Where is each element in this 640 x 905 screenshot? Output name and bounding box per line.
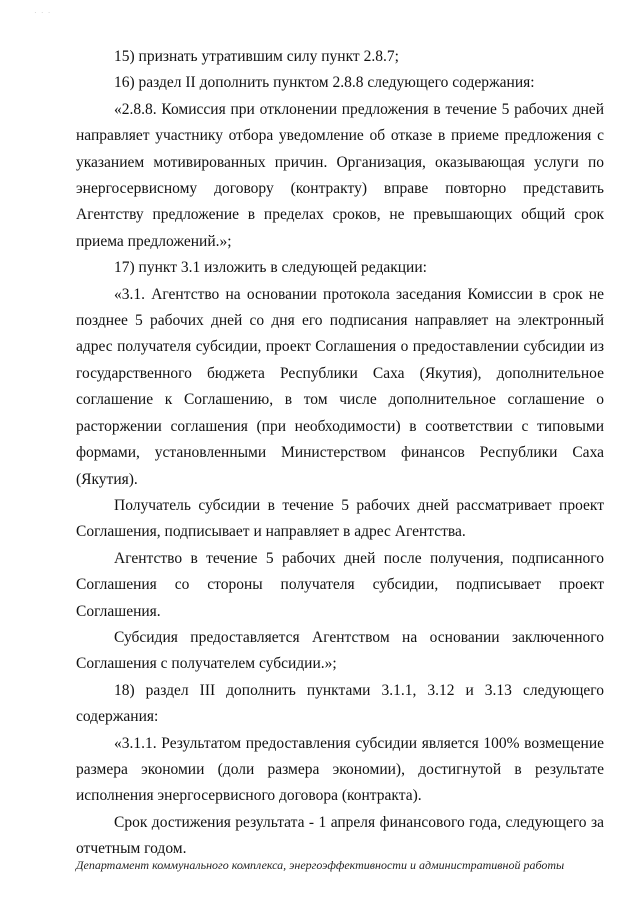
document-body [76,44,604,863]
paragraph-item-17: 17) пункт 3.1 изложить в следующей редакции: [114,259,427,277]
scan-corner-mark: · · · [34,8,52,17]
paragraph-item-16: 16) раздел II дополнить пунктом 2.8.8 следующего содержания: [114,74,535,92]
paragraph-agency-signing: Агентство в течение 5 рабочих дней после получения, подписанного Соглашения со стороны получателя субсидии, подписывает проект Соглашения. [76,549,604,620]
paragraph-clause-2-8-8: «2.8.8. Комиссия при отклонении предложения в течение 5 рабочих дней направляет участнику отбора уведомление об отказе в приеме предложения с указанием мотивированных причин. Организация, оказывающая услуги по энергосервисному договору (контракту) вправе повторно представить Агентству предложение в пределах сроков, не превышающих общий срок приема предложений.»; [76,100,604,250]
paragraph-item-15: 15) признать утратившим силу пункт 2.8.7; [114,48,399,65]
paragraph-clause-3-1: «3.1. Агентство на основании протокола заседания Комиссии в срок не позднее 5 рабочих дней со дня его подписания направляет на электронный адрес получателя субсидии, проект Соглашения о предоставлении субсидии из государственного бюджета Республики Саха (Якутия), дополнительное соглашение к Соглашению, в том числе дополнительное соглашение о расторжении соглашения (при необходимости) в соответствии с типовыми формами, установленными Министерством финансов Республики Саха (Якутия). [76,285,604,488]
paragraph-recipient-review: Получатель субсидии в течение 5 рабочих дней рассматривает проект Соглашения, подписывает и направляет в адрес Агентства. [76,496,604,541]
paragraph-clause-3-1-1: «3.1.1. Результатом предоставления субсидии является 100% возмещение размера экономии (доли размера экономии), достигнутой в результате исполнения энергосервисного договора (контракта). [76,734,604,805]
paragraph-result-deadline: Срок достижения результата - 1 апреля финансового года, следующего за отчетным годом. [76,813,604,858]
paragraph-item-18: 18) раздел III дополнить пунктами 3.1.1, 3.12 и 3.13 следующего содержания: [76,681,604,726]
paragraph-subsidy-provision: Субсидия предоставляется Агентством на основании заключенного Соглашения с получателем субсидии.»; [76,628,604,673]
page-footer: Департамент коммунального комплекса, энергоэффективности и административной работы [75,858,565,872]
